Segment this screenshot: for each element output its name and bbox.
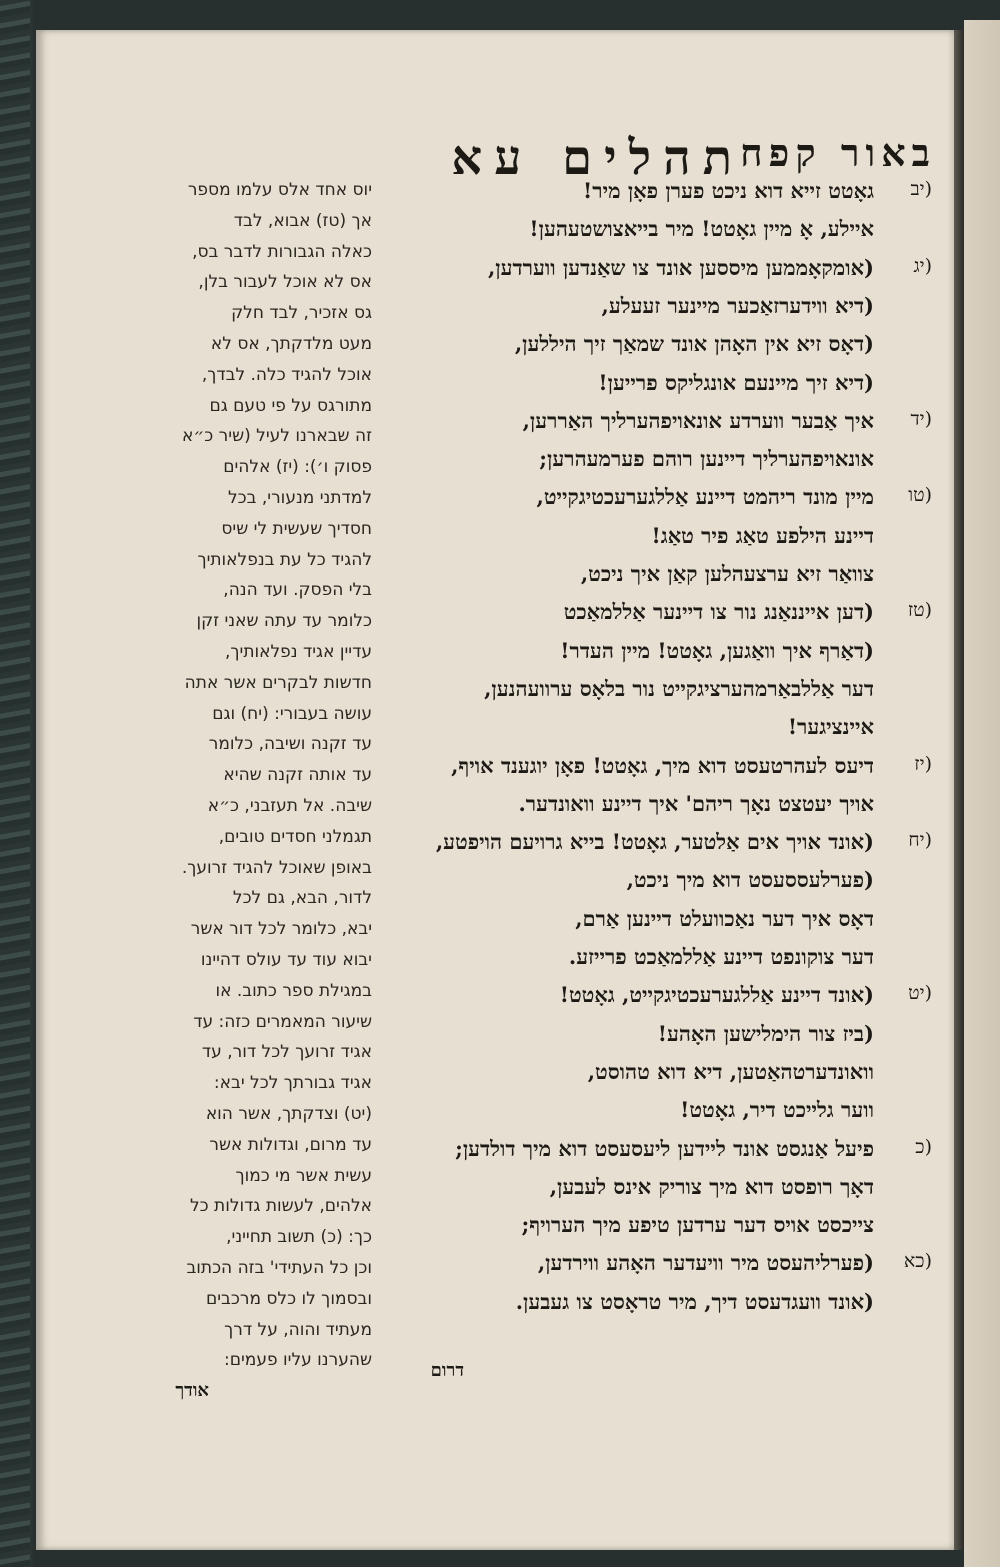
- verse-number: (טו: [908, 484, 932, 507]
- page-title: תהלים עא: [451, 130, 744, 186]
- commentary-line: להגיד כל עת בנפלאותיך: [197, 549, 372, 570]
- commentary-line: זה שבארנו לעיל (שיר כ״א: [181, 426, 372, 447]
- verse-line: דיעס לעהרטעסט דוא מיך, גאָטט! פאָן יוגענד אויף,: [451, 752, 874, 778]
- verse-line: איך אַבער ווערדע אונאויפהערליך האַררען,: [522, 407, 874, 433]
- commentary-line: במגילת ספר כתוב. או: [215, 980, 372, 1001]
- verse-line: (ביז צור הימלישען האָהע!: [657, 1020, 874, 1046]
- verse-number: (יד: [910, 407, 932, 430]
- book-binding: [0, 0, 30, 1567]
- commentary-line: וכן כל העתידי' בזה הכתוב: [186, 1258, 372, 1278]
- verse-line: (אונד וועגדעסט דיך, מיר טראָסט צו געבען.: [515, 1288, 874, 1314]
- verse-line: צייכסט אויס דער ערדען טיפע מיך הערויף;: [521, 1212, 874, 1238]
- verse-line: גאָטט זייא דוא ניכט פערן פאָן מיר!: [583, 178, 874, 203]
- commentary-line: עשית אשר מי כמוך: [235, 1165, 372, 1186]
- commentary-line: שיעור המאמרים כזה: עד: [193, 1011, 372, 1032]
- verse-line: צוואַר זיא ערצעהלען קאַן איך ניכט,: [580, 561, 874, 586]
- verse-line: וואונדערטהאַטען, דיא דוא טהוסט,: [587, 1058, 874, 1084]
- verse-number: (יב: [910, 178, 932, 200]
- verse-number: (יג: [913, 254, 932, 277]
- verse-line: דאָס איך דער נאַכוועלט דיינען אַרם,: [575, 905, 874, 931]
- commentary-line: תגמלני חסדים טובים,: [218, 826, 372, 847]
- commentary-line: אגיד גבורתך לכל יבא:: [213, 1073, 372, 1094]
- verse-line: דיינע הילפע טאַג פיר טאַג!: [651, 522, 874, 548]
- commentary-line: אוכל להגיד כלה. לבדך,: [201, 364, 372, 385]
- commentary-line: פסוק ו׳): (יז) אלהים: [223, 457, 372, 478]
- verse-line: אויך יעטצט נאָך ריהם' איך דיינע וואונדער.: [518, 790, 874, 816]
- commentary-line: עד זקנה ושיבה, כלומר: [208, 734, 372, 755]
- commentary-line: בלי הפסק. ועד הנה,: [223, 580, 372, 601]
- commentary-line: מעתיד והוה, על דרך: [224, 1319, 372, 1340]
- commentary-line: חדשות לבקרים אשר אתה: [184, 672, 372, 693]
- commentary-line: עד מרום, וגדולות אשר: [209, 1134, 372, 1155]
- commentary-line: ובסמוך לו כלס מרכבים: [205, 1288, 372, 1309]
- verse-line: (אומקאָממען מיססען אונד צו שאַנדען ווערדען,: [487, 254, 874, 280]
- verse-line: (דיא זיך מיינעם אונגליקס פרייען!: [598, 369, 874, 395]
- commentary-line: אגיד זרועך לכל דור, עד: [201, 1042, 372, 1063]
- page-edge: [954, 30, 964, 1550]
- commentary-line: עדיין אגיד נפלאותיך,: [224, 642, 372, 662]
- verse-number: (יח: [908, 829, 932, 852]
- verse-line: מיין מונד ריהמט דיינע אַללגערעכטיגקייט,: [536, 484, 874, 510]
- verse-line: (פערליהעסט מיר וויעדער האָהע ווירדען,: [537, 1250, 874, 1276]
- verse-line: דער אַללבאַרמהערציגקייט נור בלאָס ערוועהנען,: [484, 675, 874, 701]
- verse-line: (דען אייננאַנג נור צו דיינער אַללמאַכט: [563, 599, 874, 625]
- commentary-line: יוס אחד אלס עלמו מספר: [187, 180, 372, 200]
- commentary-line: עד אותה זקנה שהיא: [223, 765, 372, 786]
- adjacent-page: [964, 20, 1000, 1567]
- verse-line: (דאָס זיא אין האָהן אונד שמאַך זיך היללען,: [514, 331, 874, 357]
- catchword-main: דרום: [430, 1360, 464, 1381]
- verse-number: (יט: [908, 982, 932, 1005]
- verse-number: (כא: [903, 1250, 932, 1273]
- verse-line: דאָך רופסט דוא מיך צוריק אינס לעבען,: [549, 1173, 874, 1199]
- verse-line: אונאויפהערליך דיינען רוהם פערמעהרען;: [539, 446, 874, 472]
- commentary-line: מעט מלדקתך, אס לא: [210, 334, 372, 354]
- catchword-commentary: אודך: [175, 1380, 209, 1401]
- verse-line: פיעל אַנגסט אונד ליידען ליעסעסט דוא מיך דולדען;: [455, 1135, 874, 1161]
- commentary-line: חסדיך שעשית לי שיס: [221, 518, 372, 539]
- verse-number: (טז: [907, 599, 932, 622]
- commentary-line: אלהים, לעשות גדולות כל: [189, 1196, 372, 1217]
- commentary-line: יבא, כלומר לכל דור אשר: [190, 919, 372, 940]
- commentary-line: באופן שאוכל להגיד זרועך.: [181, 857, 372, 878]
- verse-line: איילע, אָ מיין גאָטט! מיר בייאצושטעהען!: [529, 216, 874, 242]
- verse-line: דער צוקונפט דיינע אַללמאַכט פרייזע.: [568, 944, 874, 969]
- verse-number: (יז: [914, 752, 932, 775]
- book-page: [36, 30, 954, 1550]
- verse-line: (דאַרף איך וואַגען, גאָטט! מיין העדר!: [560, 637, 874, 663]
- commentary-title: באור קפח: [740, 130, 936, 175]
- verse-line: (אונד דיינע אַללגערעכטיגקייט, גאָטט!: [559, 982, 874, 1008]
- verse-line: ווער גלייכט דיר, גאָטט!: [680, 1097, 874, 1123]
- commentary-line: אס לא אוכל לעבור בלן,: [198, 272, 372, 293]
- commentary-line: יבוא עוד עד עולס דהיינו: [200, 950, 372, 970]
- verse-line: איינציגער!: [787, 714, 874, 740]
- commentary-line: אך (טז) אבוא, לבד: [233, 210, 372, 231]
- verse-line: (דיא ווידערזאַכער מיינער זעעלע,: [601, 292, 874, 318]
- commentary-line: גס אזכיר, לבד חלק: [231, 303, 372, 324]
- commentary-line: כלומר עד עתה שאני זקן: [196, 611, 372, 632]
- commentary-line: למדתני מנעורי, בכל: [228, 488, 372, 508]
- commentary-line: שהערנו עליו פעמים:: [224, 1350, 372, 1371]
- commentary-line: עושה בעבורי: (יח) וגם: [212, 703, 372, 724]
- commentary-line: מתורגס על פי טעם גם: [209, 395, 372, 416]
- commentary-line: לדור, הבא, גם לכל: [232, 888, 372, 909]
- commentary-line: שיבה. אל תעזבני, כ״א: [207, 796, 372, 816]
- commentary-line: (יט) וצדקתך, אשר הוא: [205, 1104, 372, 1124]
- verse-number: (כ: [915, 1135, 932, 1158]
- commentary-line: כאלה הגבורות לדבר בס,: [192, 241, 372, 262]
- verse-line: (פערלעססעסט דוא מיך ניכט,: [626, 867, 874, 893]
- verse-line: (אונד אויך אים אַלטער, גאָטט! בייא גרויעם הויפטע,: [435, 829, 874, 855]
- commentary-line: כך: (כ) תשוב תחייני,: [226, 1227, 372, 1248]
